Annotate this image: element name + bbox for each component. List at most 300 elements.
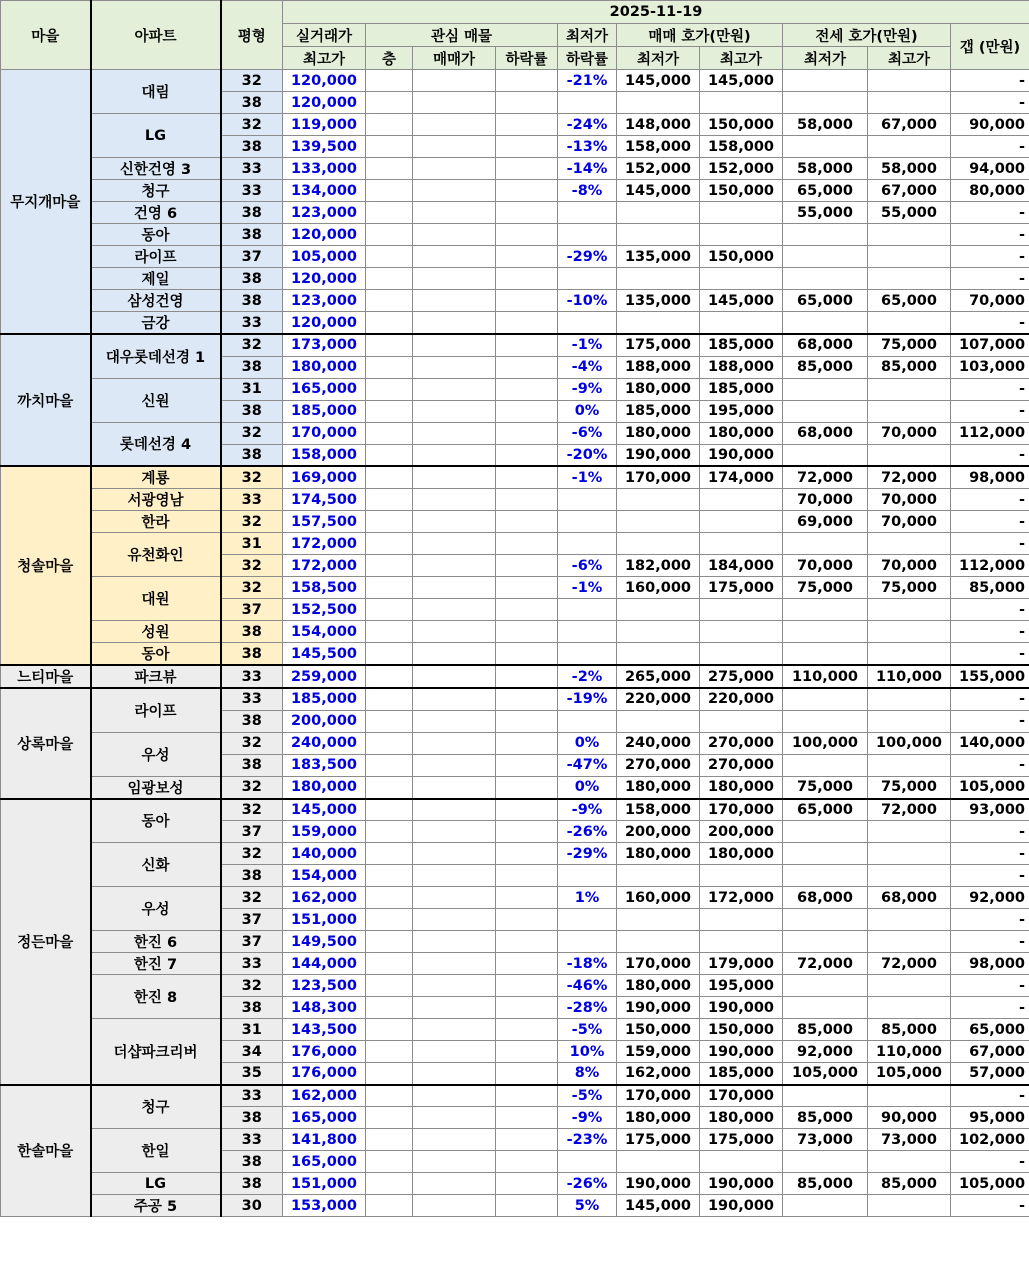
table-row bbox=[1, 246, 1029, 268]
jeonse-ask-max-cell bbox=[868, 533, 951, 555]
size-cell: 38 bbox=[221, 1107, 283, 1129]
sale-ask-max-cell: 170,000 bbox=[700, 1085, 783, 1107]
jeonse-ask-max-cell bbox=[868, 975, 951, 997]
jeonse-ask-min-cell bbox=[783, 865, 868, 887]
table-row bbox=[1, 202, 1029, 224]
table-row bbox=[1, 158, 1029, 180]
jeonse-ask-min-cell: 85,000 bbox=[783, 356, 868, 378]
interest-drop-rate-cell bbox=[496, 1085, 558, 1107]
apartment-name: 건영 6 bbox=[91, 202, 221, 224]
apartment-name: 동아 bbox=[91, 799, 221, 843]
jeonse-ask-min-cell: 100,000 bbox=[783, 732, 868, 754]
sale-ask-min-cell: 190,000 bbox=[617, 997, 700, 1019]
apartment-name: 대림 bbox=[91, 70, 221, 114]
size-cell: 35 bbox=[221, 1063, 283, 1085]
header-real-trade-max: 최고가 bbox=[283, 47, 366, 70]
lowest-drop-rate-cell: 0% bbox=[558, 400, 617, 422]
table-row bbox=[1, 378, 1029, 400]
sale-ask-min-cell bbox=[617, 224, 700, 246]
sale-ask-min-cell bbox=[617, 599, 700, 621]
interest-floor-cell bbox=[366, 356, 413, 378]
apartment-name: 신원 bbox=[91, 378, 221, 422]
interest-floor-cell bbox=[366, 1173, 413, 1195]
apartment-name: 신한건영 3 bbox=[91, 158, 221, 180]
gap-cell: - bbox=[951, 312, 1029, 335]
interest-floor-cell bbox=[366, 799, 413, 821]
size-cell: 38 bbox=[221, 621, 283, 643]
sale-ask-max-cell: 180,000 bbox=[700, 1107, 783, 1129]
jeonse-ask-max-cell: 72,000 bbox=[868, 466, 951, 489]
interest-floor-cell bbox=[366, 180, 413, 202]
sale-ask-max-cell: 170,000 bbox=[700, 799, 783, 821]
size-cell: 32 bbox=[221, 732, 283, 754]
gap-cell: - bbox=[951, 843, 1029, 865]
real-trade-max-cell: 120,000 bbox=[283, 92, 366, 114]
apartment-name: 신화 bbox=[91, 843, 221, 887]
jeonse-ask-max-cell bbox=[868, 378, 951, 400]
lowest-drop-rate-cell: -14% bbox=[558, 158, 617, 180]
jeonse-ask-min-cell: 110,000 bbox=[783, 665, 868, 688]
sale-ask-min-cell: 175,000 bbox=[617, 1129, 700, 1151]
interest-floor-cell bbox=[366, 997, 413, 1019]
header-size: 평형 bbox=[221, 1, 283, 70]
sale-ask-min-cell: 190,000 bbox=[617, 1173, 700, 1195]
jeonse-ask-max-cell bbox=[868, 865, 951, 887]
jeonse-ask-max-cell bbox=[868, 136, 951, 158]
table-row bbox=[1, 799, 1029, 821]
apartment-name: 성원 bbox=[91, 621, 221, 643]
jeonse-ask-max-cell bbox=[868, 1151, 951, 1173]
interest-floor-cell bbox=[366, 444, 413, 466]
gap-cell: 67,000 bbox=[951, 1041, 1029, 1063]
sale-ask-min-cell bbox=[617, 533, 700, 555]
lowest-drop-rate-cell: -4% bbox=[558, 356, 617, 378]
sale-ask-max-cell bbox=[700, 511, 783, 533]
interest-floor-cell bbox=[366, 953, 413, 975]
real-trade-max-cell: 259,000 bbox=[283, 665, 366, 688]
jeonse-ask-max-cell: 73,000 bbox=[868, 1129, 951, 1151]
table-row bbox=[1, 312, 1029, 335]
jeonse-ask-min-cell bbox=[783, 1195, 868, 1217]
interest-drop-rate-cell bbox=[496, 158, 558, 180]
size-cell: 38 bbox=[221, 865, 283, 887]
gap-cell: - bbox=[951, 202, 1029, 224]
table-body bbox=[1, 70, 1029, 1217]
size-cell: 37 bbox=[221, 599, 283, 621]
size-cell: 32 bbox=[221, 334, 283, 356]
jeonse-ask-max-cell: 72,000 bbox=[868, 799, 951, 821]
sale-ask-min-cell: 180,000 bbox=[617, 843, 700, 865]
apartment-name: 청구 bbox=[91, 1085, 221, 1129]
jeonse-ask-min-cell: 70,000 bbox=[783, 489, 868, 511]
interest-drop-rate-cell bbox=[496, 466, 558, 489]
size-cell: 32 bbox=[221, 975, 283, 997]
gap-cell: - bbox=[951, 621, 1029, 643]
jeonse-ask-min-cell: 92,000 bbox=[783, 1041, 868, 1063]
interest-drop-rate-cell bbox=[496, 975, 558, 997]
apartment-name: 대우롯데선경 1 bbox=[91, 334, 221, 378]
interest-sale-price-cell bbox=[413, 710, 496, 732]
apartment-name: 한일 bbox=[91, 1129, 221, 1173]
apartment-name: 대원 bbox=[91, 577, 221, 621]
interest-floor-cell bbox=[366, 422, 413, 444]
jeonse-ask-min-cell: 55,000 bbox=[783, 202, 868, 224]
interest-drop-rate-cell bbox=[496, 997, 558, 1019]
interest-sale-price-cell bbox=[413, 202, 496, 224]
sale-ask-max-cell: 190,000 bbox=[700, 1041, 783, 1063]
interest-floor-cell bbox=[366, 1151, 413, 1173]
jeonse-ask-max-cell bbox=[868, 643, 951, 666]
jeonse-ask-max-cell: 70,000 bbox=[868, 511, 951, 533]
sale-ask-max-cell: 150,000 bbox=[700, 114, 783, 136]
table-row bbox=[1, 1195, 1029, 1217]
interest-floor-cell bbox=[366, 599, 413, 621]
interest-sale-price-cell bbox=[413, 1019, 496, 1041]
real-trade-max-cell: 149,500 bbox=[283, 931, 366, 953]
interest-floor-cell bbox=[366, 865, 413, 887]
sale-ask-min-cell: 170,000 bbox=[617, 953, 700, 975]
jeonse-ask-min-cell bbox=[783, 92, 868, 114]
jeonse-ask-max-cell bbox=[868, 70, 951, 92]
lowest-drop-rate-cell bbox=[558, 312, 617, 335]
real-trade-max-cell: 172,000 bbox=[283, 533, 366, 555]
sale-ask-max-cell bbox=[700, 312, 783, 335]
jeonse-ask-max-cell: 110,000 bbox=[868, 1041, 951, 1063]
interest-floor-cell bbox=[366, 70, 413, 92]
sale-ask-max-cell bbox=[700, 865, 783, 887]
real-trade-max-cell: 143,500 bbox=[283, 1019, 366, 1041]
gap-cell: 80,000 bbox=[951, 180, 1029, 202]
size-cell: 33 bbox=[221, 953, 283, 975]
jeonse-ask-min-cell: 69,000 bbox=[783, 511, 868, 533]
real-trade-max-cell: 119,000 bbox=[283, 114, 366, 136]
lowest-drop-rate-cell: -26% bbox=[558, 1173, 617, 1195]
interest-sale-price-cell bbox=[413, 224, 496, 246]
lowest-drop-rate-cell bbox=[558, 909, 617, 931]
lowest-drop-rate-cell: 0% bbox=[558, 732, 617, 754]
interest-drop-rate-cell bbox=[496, 290, 558, 312]
sale-ask-max-cell: 188,000 bbox=[700, 356, 783, 378]
real-trade-max-cell: 144,000 bbox=[283, 953, 366, 975]
table-row bbox=[1, 180, 1029, 202]
gap-cell: 102,000 bbox=[951, 1129, 1029, 1151]
table-row bbox=[1, 334, 1029, 356]
jeonse-ask-min-cell bbox=[783, 710, 868, 732]
size-cell: 38 bbox=[221, 997, 283, 1019]
header-jeonse-max: 최고가 bbox=[868, 47, 951, 70]
lowest-drop-rate-cell bbox=[558, 533, 617, 555]
gap-cell: - bbox=[951, 643, 1029, 666]
gap-cell: - bbox=[951, 378, 1029, 400]
jeonse-ask-max-cell: 68,000 bbox=[868, 887, 951, 909]
lowest-drop-rate-cell bbox=[558, 268, 617, 290]
apartment-name: 한라 bbox=[91, 511, 221, 533]
sale-ask-max-cell: 190,000 bbox=[700, 997, 783, 1019]
table-row bbox=[1, 688, 1029, 710]
sale-ask-max-cell: 200,000 bbox=[700, 821, 783, 843]
sale-ask-min-cell: 185,000 bbox=[617, 400, 700, 422]
jeonse-ask-max-cell: 67,000 bbox=[868, 114, 951, 136]
lowest-drop-rate-cell: -5% bbox=[558, 1019, 617, 1041]
sale-ask-max-cell bbox=[700, 224, 783, 246]
interest-drop-rate-cell bbox=[496, 422, 558, 444]
real-trade-max-cell: 172,000 bbox=[283, 555, 366, 577]
interest-drop-rate-cell bbox=[496, 400, 558, 422]
real-trade-max-cell: 148,300 bbox=[283, 997, 366, 1019]
sale-ask-max-cell bbox=[700, 710, 783, 732]
sale-ask-max-cell bbox=[700, 621, 783, 643]
interest-drop-rate-cell bbox=[496, 1107, 558, 1129]
interest-drop-rate-cell bbox=[496, 1173, 558, 1195]
interest-drop-rate-cell bbox=[496, 356, 558, 378]
interest-sale-price-cell bbox=[413, 511, 496, 533]
interest-drop-rate-cell bbox=[496, 489, 558, 511]
interest-floor-cell bbox=[366, 1195, 413, 1217]
sale-ask-max-cell bbox=[700, 202, 783, 224]
real-trade-max-cell: 165,000 bbox=[283, 1107, 366, 1129]
sale-ask-min-cell: 170,000 bbox=[617, 1085, 700, 1107]
lowest-drop-rate-cell: -26% bbox=[558, 821, 617, 843]
sale-ask-max-cell bbox=[700, 268, 783, 290]
jeonse-ask-min-cell bbox=[783, 444, 868, 466]
jeonse-ask-min-cell: 58,000 bbox=[783, 114, 868, 136]
interest-floor-cell bbox=[366, 466, 413, 489]
size-cell: 37 bbox=[221, 821, 283, 843]
sale-ask-min-cell: 182,000 bbox=[617, 555, 700, 577]
interest-floor-cell bbox=[366, 290, 413, 312]
jeonse-ask-max-cell bbox=[868, 821, 951, 843]
real-trade-max-cell: 133,000 bbox=[283, 158, 366, 180]
interest-sale-price-cell bbox=[413, 1195, 496, 1217]
size-cell: 32 bbox=[221, 799, 283, 821]
gap-cell: - bbox=[951, 688, 1029, 710]
jeonse-ask-min-cell: 65,000 bbox=[783, 290, 868, 312]
lowest-drop-rate-cell: -47% bbox=[558, 754, 617, 776]
lowest-drop-rate-cell bbox=[558, 621, 617, 643]
size-cell: 33 bbox=[221, 312, 283, 335]
jeonse-ask-min-cell bbox=[783, 400, 868, 422]
interest-floor-cell bbox=[366, 621, 413, 643]
jeonse-ask-min-cell bbox=[783, 378, 868, 400]
sale-ask-min-cell bbox=[617, 621, 700, 643]
real-trade-max-cell: 134,000 bbox=[283, 180, 366, 202]
village-name: 정든마을 bbox=[1, 799, 91, 1085]
sale-ask-max-cell bbox=[700, 533, 783, 555]
jeonse-ask-min-cell: 85,000 bbox=[783, 1107, 868, 1129]
interest-floor-cell bbox=[366, 665, 413, 688]
jeonse-ask-max-cell: 70,000 bbox=[868, 422, 951, 444]
sale-ask-min-cell bbox=[617, 909, 700, 931]
interest-sale-price-cell bbox=[413, 909, 496, 931]
interest-drop-rate-cell bbox=[496, 224, 558, 246]
real-trade-max-cell: 123,000 bbox=[283, 290, 366, 312]
gap-cell: 57,000 bbox=[951, 1063, 1029, 1085]
jeonse-ask-min-cell bbox=[783, 224, 868, 246]
gap-cell: - bbox=[951, 400, 1029, 422]
size-cell: 38 bbox=[221, 1173, 283, 1195]
table-row bbox=[1, 621, 1029, 643]
jeonse-ask-min-cell bbox=[783, 1151, 868, 1173]
table-header bbox=[1, 1, 1029, 70]
real-trade-max-cell: 173,000 bbox=[283, 334, 366, 356]
interest-floor-cell bbox=[366, 1129, 413, 1151]
interest-floor-cell bbox=[366, 334, 413, 356]
interest-sale-price-cell bbox=[413, 887, 496, 909]
gap-cell: - bbox=[951, 821, 1029, 843]
sale-ask-min-cell: 145,000 bbox=[617, 180, 700, 202]
header-real-trade: 실거래가 bbox=[283, 24, 366, 47]
interest-drop-rate-cell bbox=[496, 202, 558, 224]
gap-cell: 105,000 bbox=[951, 776, 1029, 799]
sale-ask-max-cell: 175,000 bbox=[700, 1129, 783, 1151]
jeonse-ask-min-cell bbox=[783, 246, 868, 268]
real-trade-max-cell: 139,500 bbox=[283, 136, 366, 158]
jeonse-ask-min-cell: 85,000 bbox=[783, 1173, 868, 1195]
interest-floor-cell bbox=[366, 555, 413, 577]
interest-sale-price-cell bbox=[413, 1041, 496, 1063]
apartment-name: 동아 bbox=[91, 224, 221, 246]
interest-sale-price-cell bbox=[413, 931, 496, 953]
lowest-drop-rate-cell: -8% bbox=[558, 180, 617, 202]
interest-drop-rate-cell bbox=[496, 931, 558, 953]
lowest-drop-rate-cell: -1% bbox=[558, 334, 617, 356]
jeonse-ask-max-cell bbox=[868, 843, 951, 865]
real-trade-max-cell: 120,000 bbox=[283, 70, 366, 92]
jeonse-ask-max-cell bbox=[868, 688, 951, 710]
apartment-name: 파크뷰 bbox=[91, 665, 221, 688]
gap-cell: - bbox=[951, 1085, 1029, 1107]
table-row bbox=[1, 931, 1029, 953]
size-cell: 32 bbox=[221, 70, 283, 92]
interest-drop-rate-cell bbox=[496, 268, 558, 290]
jeonse-ask-max-cell: 110,000 bbox=[868, 665, 951, 688]
interest-floor-cell bbox=[366, 843, 413, 865]
lowest-drop-rate-cell bbox=[558, 489, 617, 511]
gap-cell: 112,000 bbox=[951, 422, 1029, 444]
sale-ask-max-cell: 275,000 bbox=[700, 665, 783, 688]
interest-sale-price-cell bbox=[413, 312, 496, 335]
real-trade-max-cell: 165,000 bbox=[283, 1151, 366, 1173]
table-row bbox=[1, 533, 1029, 555]
table-row bbox=[1, 776, 1029, 799]
sale-ask-min-cell: 152,000 bbox=[617, 158, 700, 180]
sale-ask-max-cell: 185,000 bbox=[700, 334, 783, 356]
sale-ask-max-cell: 185,000 bbox=[700, 1063, 783, 1085]
interest-drop-rate-cell bbox=[496, 1041, 558, 1063]
real-trade-max-cell: 154,000 bbox=[283, 865, 366, 887]
interest-drop-rate-cell bbox=[496, 821, 558, 843]
jeonse-ask-max-cell bbox=[868, 224, 951, 246]
gap-cell: 98,000 bbox=[951, 953, 1029, 975]
lowest-drop-rate-cell bbox=[558, 931, 617, 953]
real-trade-max-cell: 158,000 bbox=[283, 444, 366, 466]
sale-ask-min-cell bbox=[617, 1151, 700, 1173]
sale-ask-max-cell: 270,000 bbox=[700, 732, 783, 754]
header-gap: 갭 (만원) bbox=[951, 24, 1029, 70]
gap-cell: - bbox=[951, 511, 1029, 533]
interest-sale-price-cell bbox=[413, 158, 496, 180]
real-trade-max-cell: 123,500 bbox=[283, 975, 366, 997]
interest-sale-price-cell bbox=[413, 1107, 496, 1129]
interest-sale-price-cell bbox=[413, 643, 496, 666]
interest-sale-price-cell bbox=[413, 1063, 496, 1085]
lowest-drop-rate-cell: -5% bbox=[558, 1085, 617, 1107]
interest-drop-rate-cell bbox=[496, 577, 558, 599]
jeonse-ask-max-cell bbox=[868, 268, 951, 290]
table-row bbox=[1, 224, 1029, 246]
jeonse-ask-max-cell: 75,000 bbox=[868, 577, 951, 599]
apartment-name: 한진 7 bbox=[91, 953, 221, 975]
interest-sale-price-cell bbox=[413, 599, 496, 621]
jeonse-ask-min-cell: 68,000 bbox=[783, 334, 868, 356]
table-row bbox=[1, 665, 1029, 688]
jeonse-ask-max-cell: 85,000 bbox=[868, 1173, 951, 1195]
gap-cell: 70,000 bbox=[951, 290, 1029, 312]
real-trade-max-cell: 180,000 bbox=[283, 776, 366, 799]
sale-ask-min-cell: 188,000 bbox=[617, 356, 700, 378]
interest-drop-rate-cell bbox=[496, 533, 558, 555]
size-cell: 32 bbox=[221, 843, 283, 865]
sale-ask-max-cell: 150,000 bbox=[700, 1019, 783, 1041]
interest-drop-rate-cell bbox=[496, 599, 558, 621]
interest-sale-price-cell bbox=[413, 821, 496, 843]
lowest-drop-rate-cell: 5% bbox=[558, 1195, 617, 1217]
sale-ask-min-cell: 135,000 bbox=[617, 290, 700, 312]
interest-sale-price-cell bbox=[413, 246, 496, 268]
jeonse-ask-max-cell bbox=[868, 400, 951, 422]
lowest-drop-rate-cell: -19% bbox=[558, 688, 617, 710]
table-row bbox=[1, 643, 1029, 666]
village-name: 청솔마을 bbox=[1, 466, 91, 665]
sale-ask-min-cell bbox=[617, 931, 700, 953]
gap-cell: 105,000 bbox=[951, 1173, 1029, 1195]
gap-cell: - bbox=[951, 268, 1029, 290]
size-cell: 38 bbox=[221, 356, 283, 378]
jeonse-ask-max-cell: 55,000 bbox=[868, 202, 951, 224]
apartment-name: 청구 bbox=[91, 180, 221, 202]
table-row bbox=[1, 511, 1029, 533]
interest-drop-rate-cell bbox=[496, 887, 558, 909]
village-name: 무지개마을 bbox=[1, 70, 91, 335]
interest-sale-price-cell bbox=[413, 732, 496, 754]
interest-sale-price-cell bbox=[413, 378, 496, 400]
real-trade-max-cell: 154,000 bbox=[283, 621, 366, 643]
interest-floor-cell bbox=[366, 643, 413, 666]
sale-ask-max-cell: 145,000 bbox=[700, 290, 783, 312]
header-interest: 관심 매물 bbox=[366, 24, 558, 47]
interest-floor-cell bbox=[366, 821, 413, 843]
real-trade-max-cell: 159,000 bbox=[283, 821, 366, 843]
sale-ask-min-cell bbox=[617, 865, 700, 887]
gap-cell: - bbox=[951, 136, 1029, 158]
apartment-name: LG bbox=[91, 1173, 221, 1195]
size-cell: 38 bbox=[221, 202, 283, 224]
table-row bbox=[1, 114, 1029, 136]
lowest-drop-rate-cell: -46% bbox=[558, 975, 617, 997]
lowest-drop-rate-cell: -23% bbox=[558, 1129, 617, 1151]
real-trade-max-cell: 174,500 bbox=[283, 489, 366, 511]
jeonse-ask-max-cell: 67,000 bbox=[868, 180, 951, 202]
sale-ask-min-cell: 240,000 bbox=[617, 732, 700, 754]
sale-ask-min-cell: 265,000 bbox=[617, 665, 700, 688]
lowest-drop-rate-cell bbox=[558, 92, 617, 114]
interest-floor-cell bbox=[366, 224, 413, 246]
jeonse-ask-max-cell bbox=[868, 621, 951, 643]
apartment-name: 유천화인 bbox=[91, 533, 221, 577]
interest-floor-cell bbox=[366, 92, 413, 114]
real-trade-max-cell: 169,000 bbox=[283, 466, 366, 489]
interest-sale-price-cell bbox=[413, 1129, 496, 1151]
